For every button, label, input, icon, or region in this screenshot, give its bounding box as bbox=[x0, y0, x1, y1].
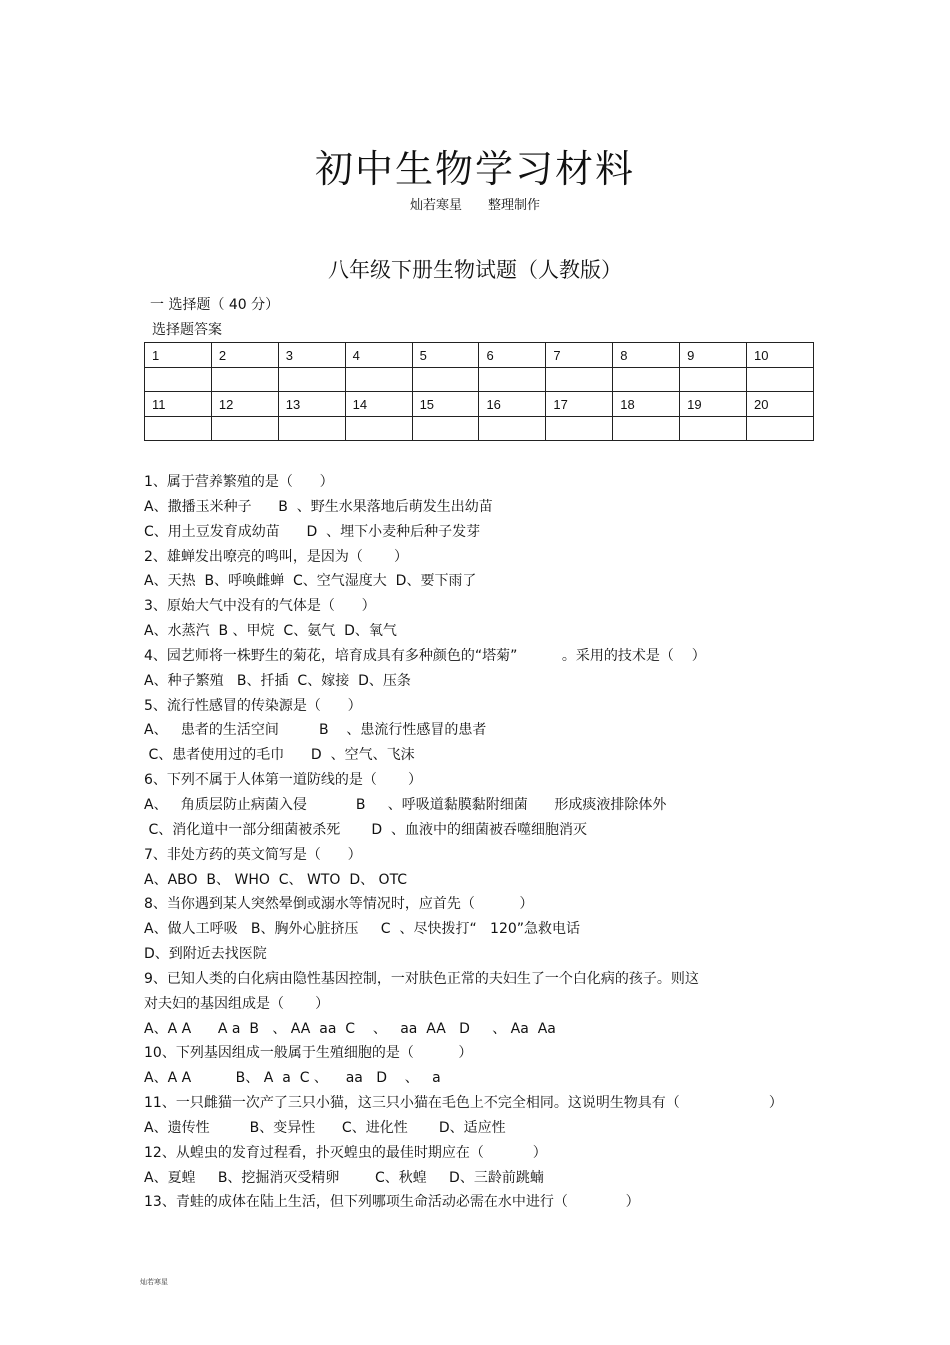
question-line: A、遗传性 B、变异性 C、进化性 D、适应性 bbox=[144, 1119, 506, 1136]
answer-blank-row bbox=[145, 417, 814, 441]
answer-table bbox=[144, 342, 814, 441]
answer-number-cell: 6 bbox=[479, 343, 546, 368]
question-line: 4、园艺师将一株野生的菊花，培育成具有多种颜色的“塔菊” 。采用的技术是（ ） bbox=[144, 647, 706, 664]
question-line: A、 角质层防止病菌入侵 B 、呼吸道黏膜黏附细菌 形成痰液排除体外 bbox=[144, 796, 667, 813]
page-subtitle: 灿若寒星 整理制作 bbox=[409, 198, 540, 213]
answer-number-cell: 2 bbox=[211, 343, 278, 368]
answer-number-cell: 1 bbox=[145, 343, 212, 368]
question-line: A、种子繁殖 B、扦插 C、嫁接 D、压条 bbox=[144, 672, 411, 689]
answer-number-cell: 14 bbox=[345, 392, 412, 417]
answer-number-cell: 20 bbox=[747, 392, 814, 417]
question-line: 12、从蝗虫的发育过程看，扑灭蝗虫的最佳时期应在（ ） bbox=[144, 1144, 547, 1161]
answer-number-cell: 17 bbox=[546, 392, 613, 417]
answer-blank-cell[interactable] bbox=[613, 368, 680, 392]
answer-blank-cell[interactable] bbox=[145, 368, 212, 392]
answer-blank-cell[interactable] bbox=[345, 368, 412, 392]
question-line: A、ABO B、 WHO C、 WTO D、 OTC bbox=[144, 871, 408, 888]
answer-number-cell: 5 bbox=[412, 343, 479, 368]
answer-blank-row bbox=[145, 368, 814, 392]
answer-blank-cell[interactable] bbox=[479, 417, 546, 441]
question-line: A、天热 B、呼唤雌蝉 C、空气湿度大 D、要下雨了 bbox=[144, 573, 477, 590]
answer-number-cell: 7 bbox=[546, 343, 613, 368]
question-line: C、消化道中一部分细菌被杀死 D 、血液中的细菌被吞噬细胞消灭 bbox=[144, 821, 588, 838]
answer-number-cell: 16 bbox=[479, 392, 546, 417]
answer-number-cell: 12 bbox=[211, 392, 278, 417]
question-line: 9、已知人类的白化病由隐性基因控制，一对肤色正常的夫妇生了一个白化病的孩子。则这 bbox=[144, 970, 699, 987]
question-line: 7、非处方药的英文简写是（ ） bbox=[144, 846, 362, 863]
answer-blank-cell[interactable] bbox=[345, 417, 412, 441]
answer-blank-cell[interactable] bbox=[546, 368, 613, 392]
question-line: 11、一只雌猫一次产了三只小猫，这三只小猫在毛色上不完全相同。这说明生物具有（ ） bbox=[144, 1095, 783, 1112]
question-line: D、到附近去找医院 bbox=[144, 946, 267, 963]
question-line: 6、下列不属于人体第一道防线的是（ ） bbox=[144, 772, 423, 789]
question-line: A、夏蝗 B、挖掘消灭受精卵 C、秋蝗 D、三龄前跳蝻 bbox=[144, 1169, 544, 1186]
question-line: 2、雄蝉发出嘹亮的鸣叫，是因为（ ） bbox=[144, 548, 409, 565]
answer-blank-cell[interactable] bbox=[211, 417, 278, 441]
question-line: A、水蒸汽 B 、甲烷 C、氨气 D、氧气 bbox=[144, 623, 397, 640]
answer-number-row bbox=[145, 343, 814, 368]
answer-blank-cell[interactable] bbox=[145, 417, 212, 441]
answer-blank-cell[interactable] bbox=[412, 368, 479, 392]
question-line: A、A A A a B 、 AA aa C 、 aa AA D 、 Aa Aa bbox=[144, 1020, 556, 1037]
answer-blank-cell[interactable] bbox=[412, 417, 479, 441]
exam-title: 八年级下册生物试题（人教版） bbox=[328, 258, 622, 282]
question-line: 13、青蛙的成体在陆上生活，但下列哪项生命活动必需在水中进行（ ） bbox=[144, 1194, 640, 1211]
question-line: C、患者使用过的毛巾 D 、空气、飞沫 bbox=[144, 747, 415, 764]
question-line: 1、属于营养繁殖的是（ ） bbox=[144, 474, 334, 490]
answer-blank-cell[interactable] bbox=[278, 417, 345, 441]
answer-blank-cell[interactable] bbox=[211, 368, 278, 392]
answer-blank-cell[interactable] bbox=[546, 417, 613, 441]
answer-number-cell: 8 bbox=[613, 343, 680, 368]
question-line: A、撒播玉米种子 B 、野生水果落地后萌发生出幼苗 bbox=[144, 498, 493, 515]
answer-blank-cell[interactable] bbox=[278, 368, 345, 392]
answer-number-cell: 13 bbox=[278, 392, 345, 417]
answer-number-cell: 18 bbox=[613, 392, 680, 417]
answer-blank-cell[interactable] bbox=[680, 368, 747, 392]
question-line: A、做人工呼吸 B、胸外心脏挤压 C 、尽快拨打“ 120”急救电话 bbox=[144, 921, 581, 938]
question-line: C、用土豆发育成幼苗 D 、埋下小麦种后种子发芽 bbox=[144, 523, 481, 540]
question-line: 5、流行性感冒的传染源是（ ） bbox=[144, 697, 362, 714]
question-list bbox=[144, 470, 824, 1215]
answer-number-cell: 19 bbox=[680, 392, 747, 417]
question-line: A、A A B、 A a C 、 aa D 、 a bbox=[144, 1070, 441, 1087]
answer-number-cell: 15 bbox=[412, 392, 479, 417]
question-line: 10、下列基因组成一般属于生殖细胞的是（ ） bbox=[144, 1045, 473, 1062]
page-title: 初中生物学习材料 bbox=[314, 147, 635, 191]
footer-note: 灿若寒星 bbox=[140, 1278, 168, 1286]
question-line: 对夫妇的基因组成是（ ） bbox=[144, 995, 330, 1012]
answer-blank-cell[interactable] bbox=[680, 417, 747, 441]
question-line: A、 患者的生活空间 B 、患流行性感冒的患者 bbox=[144, 722, 487, 739]
answer-blank-cell[interactable] bbox=[747, 368, 814, 392]
answer-table-label: 选择题答案 bbox=[152, 322, 222, 338]
answer-number-row bbox=[145, 392, 814, 417]
section-heading: 一 选择题（ 40 分） bbox=[150, 297, 280, 313]
question-line: 3、原始大气中没有的气体是（ ） bbox=[144, 598, 376, 615]
answer-number-cell: 4 bbox=[345, 343, 412, 368]
question-line: 8、当你遇到某人突然晕倒或溺水等情况时，应首先（ ） bbox=[144, 896, 534, 913]
answer-blank-cell[interactable] bbox=[613, 417, 680, 441]
answer-blank-cell[interactable] bbox=[479, 368, 546, 392]
answer-number-cell: 3 bbox=[278, 343, 345, 368]
answer-blank-cell[interactable] bbox=[747, 417, 814, 441]
answer-number-cell: 11 bbox=[145, 392, 212, 417]
answer-number-cell: 9 bbox=[680, 343, 747, 368]
answer-number-cell: 10 bbox=[747, 343, 814, 368]
